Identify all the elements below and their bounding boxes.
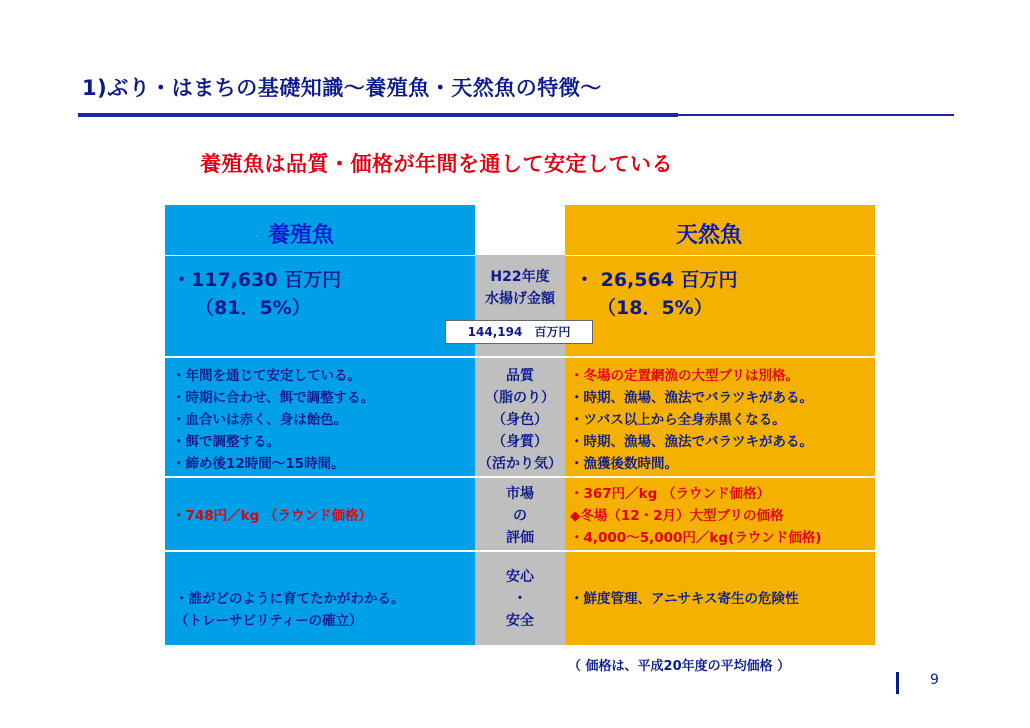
farmed-quality-line: ・時期に合わせ、餌で調整する。 bbox=[172, 390, 375, 406]
page-title: 1)ぶり・はまちの基礎知識～養殖魚・天然魚の特徴～ bbox=[82, 76, 602, 100]
farmed-quality-line: ・餌で調整する。 bbox=[172, 434, 280, 450]
page-number-bar bbox=[896, 672, 899, 694]
farmed-safety-line: ・誰がどのように育てたかがわかる。 bbox=[175, 591, 405, 607]
farmed-quality-line: ・締め後12時間～15時間。 bbox=[172, 456, 345, 472]
quality-label: （身色） bbox=[492, 412, 548, 428]
row-divider bbox=[565, 255, 875, 256]
wild-quality-line: ・漁獲後数時間。 bbox=[570, 456, 678, 472]
row-divider bbox=[165, 476, 875, 478]
farmed-price: ・748円／kg （ラウンド価格） bbox=[172, 508, 373, 524]
quality-label: （身質） bbox=[492, 434, 548, 450]
safety-label: 安全 bbox=[506, 613, 534, 629]
price-label: 評価 bbox=[506, 530, 534, 546]
wild-header: 天然魚 bbox=[676, 223, 743, 248]
row-divider bbox=[165, 356, 875, 358]
wild-price-line: ◆冬場（12・2月）大型ブリの価格 bbox=[570, 508, 784, 524]
total-amount-box: 144,194 百万円 bbox=[445, 320, 593, 344]
safety-label: ・ bbox=[513, 591, 527, 607]
slide-subtitle: 養殖魚は品質・価格が年間を通して安定している bbox=[200, 152, 673, 176]
farmed-share: （81．5%） bbox=[195, 297, 311, 319]
wild-share: （18．5%） bbox=[597, 297, 713, 319]
farmed-quality-line: ・血合いは赤く、身は飴色。 bbox=[172, 412, 348, 428]
quality-label: （脂のり） bbox=[485, 390, 555, 406]
safety-label: 安心 bbox=[506, 569, 534, 585]
amount-year-label: H22年度 bbox=[490, 269, 550, 285]
amount-type-label: 水揚げ金額 bbox=[485, 291, 555, 307]
wild-quality-note: ・冬場の定置網漁の大型ブリは別格。 bbox=[570, 368, 799, 384]
price-footnote: （ 価格は、平成20年度の平均価格 ） bbox=[568, 659, 791, 674]
row-divider bbox=[165, 255, 475, 256]
page-number: 9 bbox=[930, 672, 939, 688]
quality-label: （活かり気） bbox=[478, 456, 562, 472]
title-underline-thin bbox=[678, 114, 954, 116]
row-divider bbox=[165, 550, 875, 552]
wild-quality-line: ・ツバス以上から全身赤黒くなる。 bbox=[570, 412, 786, 428]
wild-amount: ・ 26,564 百万円 bbox=[575, 269, 738, 291]
wild-safety: ・鮮度管理、アニサキス寄生の危険性 bbox=[570, 591, 799, 607]
price-label: 市場 bbox=[506, 486, 534, 502]
quality-label: 品質 bbox=[506, 368, 534, 384]
farmed-amount: ・117,630 百万円 bbox=[172, 269, 342, 291]
wild-price-line: ・367円／kg （ラウンド価格） bbox=[570, 486, 771, 502]
title-underline bbox=[78, 113, 678, 117]
farmed-header: 養殖魚 bbox=[268, 223, 335, 248]
farmed-safety-line: （トレーサビリティーの確立） bbox=[175, 613, 363, 629]
wild-quality-line: ・時期、漁場、漁法でバラツキがある。 bbox=[570, 434, 813, 450]
farmed-quality-line: ・年間を通じて安定している。 bbox=[172, 368, 361, 384]
wild-quality-line: ・時期、漁場、漁法でバラツキがある。 bbox=[570, 390, 813, 406]
price-label: の bbox=[513, 508, 527, 524]
wild-price-line: ・4,000～5,000円／kg(ラウンド価格) bbox=[570, 530, 822, 546]
